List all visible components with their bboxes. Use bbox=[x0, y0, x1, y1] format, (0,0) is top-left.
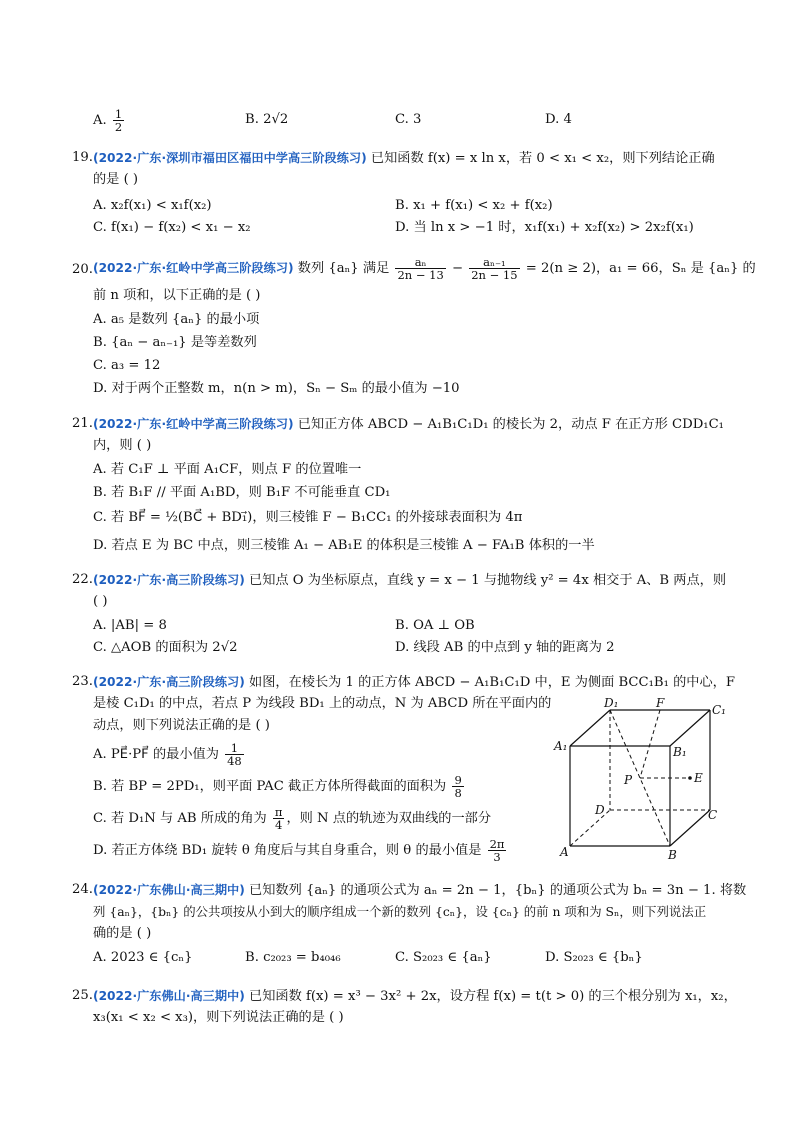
question-number: 19. bbox=[72, 150, 93, 165]
question-stem: (2022·广东佛山·高三期中) 已知数列 {aₙ} 的通项公式为 aₙ = 2n − 1，{bₙ} 的通项公式为 bₙ = 3n − 1. 将数 bbox=[93, 883, 747, 898]
option-a: A. |AB| = 8 bbox=[93, 618, 167, 633]
option-b: B. 若 BP = 2PD₁，则平面 PAC 截正方体所得截面的面积为 $\frac{9}{8}$ bbox=[93, 773, 462, 800]
option-c: C. 若 BF⃗ = ½(BC⃗ + BD₁⃗)，则三棱锥 F − B₁CC₁ 的外接球表面积为 4π bbox=[93, 510, 523, 525]
question-stem-cont: 动点，则下列说法正确的是 ( ) bbox=[93, 718, 270, 733]
option-a: A. a₅ 是数列 {aₙ} 的最小项 bbox=[93, 312, 260, 327]
option-d: D. 对于两个正整数 m，n(n > m)，Sₙ − Sₘ 的最小值为 −10 bbox=[93, 381, 460, 396]
option-a: A. 2023 ∈ {cₙ} bbox=[93, 950, 193, 965]
question-number: 25. bbox=[72, 988, 93, 1003]
option-c: C. f(x₁) − f(x₂) < x₁ − x₂ bbox=[93, 220, 251, 235]
label-C: C bbox=[708, 808, 718, 822]
question-stem: (2022·广东·红岭中学高三阶段练习) 数列 {aₙ} 满足 $\frac{\text{aₙ}}{2n - 13}$ − $\frac{\text{aₙ₋₁}}{2n - 15}$ = 2(n ≥ 2)，a₁ = 66，Sₙ 是 {aₙ} 的 bbox=[93, 255, 756, 282]
option-d: D. 若正方体绕 BD₁ 旋转 θ 角度后与其自身重合，则 θ 的最小值是 $\frac{2\pi}{3}$ bbox=[93, 837, 505, 864]
option-b: B. {aₙ − aₙ₋₁} 是等差数列 bbox=[93, 335, 257, 350]
vector-expression: BF⃗ = ½(BC⃗ + BD₁⃗) bbox=[128, 510, 253, 525]
label-B: B bbox=[668, 848, 677, 862]
label-B1: B₁ bbox=[673, 745, 687, 759]
question-stem-cont: x₃(x₁ < x₂ < x₃)，则下列说法正确的是 ( ) bbox=[93, 1010, 344, 1025]
label-C1: C₁ bbox=[712, 703, 726, 717]
option-d: D. 当 ln x > −1 时，x₁f(x₁) + x₂f(x₂) > 2x₂f(x₁) bbox=[395, 220, 694, 235]
fraction: $\frac{\pi}{4}$ bbox=[274, 805, 283, 832]
option-b: B. 若 B₁F // 平面 A₁BD，则 B₁F 不可能垂直 CD₁ bbox=[93, 485, 391, 500]
option-c: C. a₃ = 12 bbox=[93, 358, 161, 373]
q18-option-b: B. 2√2 bbox=[245, 112, 289, 127]
option-a: A. x₂f(x₁) < x₁f(x₂) bbox=[93, 198, 212, 213]
option-d: D. S₂₀₂₃ ∈ {bₙ} bbox=[545, 950, 643, 965]
option-a: A. 若 C₁F ⊥ 平面 A₁CF，则点 F 的位置唯一 bbox=[93, 462, 362, 477]
question-stem-cont: 确的是 ( ) bbox=[93, 926, 152, 941]
label-D1: D₁ bbox=[604, 696, 619, 710]
fraction: $\frac{2\pi}{3}$ bbox=[489, 837, 505, 864]
edge-A1D1 bbox=[570, 710, 610, 746]
question-stem-cont: 列 {aₙ}，{bₙ} 的公共项按从小到大的顺序组成一个新的数列 {cₙ}，设 {cₙ} 的前 n 项和为 Sₙ，则下列说法正 bbox=[93, 904, 707, 919]
fraction: $\frac{\text{aₙ₋₁}}{2n - 15}$ bbox=[471, 255, 518, 282]
question-stem-cont: 内，则 ( ) bbox=[93, 438, 152, 453]
question-stem: (2022·广东佛山·高三期中) 已知函数 f(x) = x³ − 3x² + 2x，设方程 f(x) = t(t > 0) 的三个根分别为 x₁，x₂， bbox=[93, 989, 737, 1004]
question-stem-cont: ( ) bbox=[93, 594, 108, 609]
edge-BC bbox=[670, 810, 710, 846]
source-tag: (2022·广东·高三阶段练习) bbox=[93, 573, 245, 587]
question-stem: (2022·广东·高三阶段练习) 已知点 O 为坐标原点，直线 y = x − 1 与抛物线 y² = 4x 相交于 A、B 两点，则 bbox=[93, 573, 727, 588]
question-number: 20. bbox=[72, 262, 93, 277]
source-tag: (2022·广东·红岭中学高三阶段练习) bbox=[93, 417, 294, 431]
option-c: C. 若 D₁N 与 AB 所成的角为 $\frac{\pi}{4}$ ，则 N 点的轨迹为双曲线的一部分 bbox=[93, 805, 492, 832]
fraction: $\frac{1}{48}$ bbox=[227, 741, 242, 768]
option-b: B. OA ⊥ OB bbox=[395, 618, 475, 633]
question-stem: (2022·广东·红岭中学高三阶段练习) 已知正方体 ABCD − A₁B₁C₁D₁ 的棱长为 2，动点 F 在正方形 CDD₁C₁ bbox=[93, 417, 724, 432]
label-F: F bbox=[656, 696, 665, 710]
question-number: 23. bbox=[72, 674, 93, 689]
q18-option-c: C. 3 bbox=[395, 112, 422, 127]
source-tag: (2022·广东·深圳市福田区福田中学高三阶段练习) bbox=[93, 151, 367, 165]
edge-B1C1 bbox=[670, 710, 710, 746]
option-b: B. c₂₀₂₃ = b₄₀₄₆ bbox=[245, 950, 341, 965]
question-stem: (2022·广东·深圳市福田区福田中学高三阶段练习) 已知函数 f(x) = x ln x，若 0 < x₁ < x₂，则下列结论正确 bbox=[93, 151, 715, 166]
question-stem-cont: 前 n 项和，以下正确的是 ( ) bbox=[93, 288, 261, 303]
question-number: 21. bbox=[72, 416, 93, 431]
label-D: D bbox=[595, 803, 605, 817]
q18-option-d: D. 4 bbox=[545, 112, 572, 127]
source-tag: (2022·广东·高三阶段练习) bbox=[93, 675, 245, 689]
point-E bbox=[688, 776, 692, 780]
question-stem-cont: 的是 ( ) bbox=[93, 172, 139, 187]
question-stem: (2022·广东·高三阶段练习) 如图，在棱长为 1 的正方体 ABCD − A₁B₁C₁D 中，E 为侧面 BCC₁B₁ 的中心，F bbox=[93, 675, 735, 690]
fraction: $\frac{1}{2}$ bbox=[114, 107, 123, 134]
q18-option-a: A. $\frac{1}{2}$ bbox=[93, 107, 123, 134]
label-A: A bbox=[560, 845, 569, 859]
source-tag: (2022·广东佛山·高三期中) bbox=[93, 989, 245, 1003]
question-stem-cont: 是棱 C₁D₁ 的中点，若点 P 为线段 BD₁ 上的动点，N 为 ABCD 所在平面内的 bbox=[93, 696, 552, 711]
option-b: B. x₁ + f(x₁) < x₂ + f(x₂) bbox=[395, 198, 553, 213]
source-tag: (2022·广东佛山·高三期中) bbox=[93, 883, 245, 897]
label-E: E bbox=[694, 771, 703, 785]
segment-FP bbox=[640, 710, 660, 778]
fraction: $\frac{\text{aₙ}}{2n - 13}$ bbox=[397, 255, 444, 282]
fraction: $\frac{9}{8}$ bbox=[454, 773, 462, 800]
option-c: C. S₂₀₂₃ ∈ {aₙ} bbox=[395, 950, 492, 965]
option-a: A. PE⃗·PF⃗ 的最小值为 $\frac{1}{48}$ bbox=[93, 741, 242, 768]
option-d: D. 若点 E 为 BC 中点，则三棱锥 A₁ − AB₁E 的体积是三棱锥 A − FA₁B 体积的一半 bbox=[93, 538, 595, 553]
label-P: P bbox=[624, 773, 633, 787]
option-d: D. 线段 AB 的中点到 y 轴的距离为 2 bbox=[395, 640, 615, 655]
source-tag: (2022·广东·红岭中学高三阶段练习) bbox=[93, 261, 294, 275]
option-c: C. △AOB 的面积为 2√2 bbox=[93, 640, 238, 655]
question-number: 22. bbox=[72, 572, 93, 587]
cube-figure bbox=[552, 696, 732, 866]
label-A1: A₁ bbox=[554, 739, 568, 753]
question-number: 24. bbox=[72, 882, 93, 897]
